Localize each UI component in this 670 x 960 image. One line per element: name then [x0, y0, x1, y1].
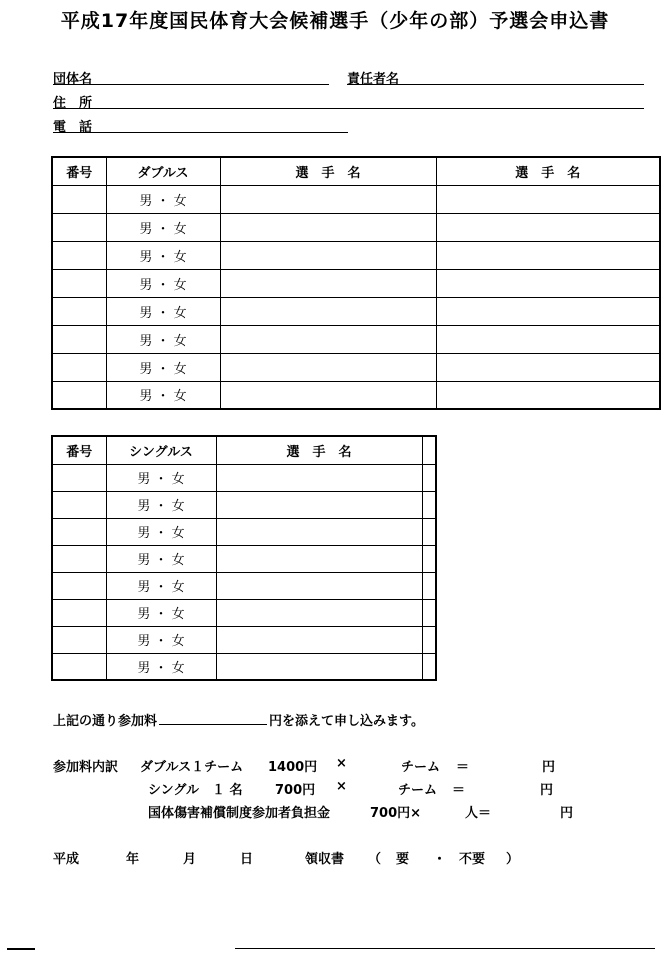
singles-times: × — [336, 779, 347, 794]
doubles-yen: 円 — [542, 760, 556, 775]
number-cell[interactable] — [52, 325, 106, 353]
blank-cell — [422, 518, 436, 545]
date-day: 日 — [240, 852, 254, 867]
blank-cell — [422, 626, 436, 653]
number-cell[interactable] — [52, 269, 106, 297]
receipt-need-option[interactable]: 要 — [396, 852, 410, 867]
number-cell[interactable] — [52, 653, 106, 680]
table-row — [52, 213, 660, 241]
number-cell[interactable] — [52, 518, 106, 545]
player-cell[interactable] — [436, 297, 660, 325]
player-cell[interactable] — [220, 213, 436, 241]
player-cell[interactable] — [436, 381, 660, 409]
doubles-header-row — [52, 157, 660, 185]
receipt-paren-close: ） — [506, 852, 520, 867]
singles-col-blank — [422, 436, 436, 464]
receipt-label: 領収書 — [305, 852, 345, 867]
player-cell[interactable] — [220, 325, 436, 353]
table-row — [52, 325, 660, 353]
table-row — [52, 545, 436, 572]
breakdown-label: 参加料内訳 — [53, 760, 119, 775]
gender-cell[interactable]: 男 ・ 女 — [106, 381, 220, 409]
doubles-col-doubles: ダブルス — [106, 157, 220, 185]
table-row — [52, 297, 660, 325]
insurance-price: 700円× — [370, 806, 422, 821]
representative-label: 責任者名 — [347, 72, 400, 87]
table-row — [52, 653, 436, 680]
gender-cell[interactable]: 男 ・ 女 — [106, 241, 220, 269]
table-row — [52, 464, 436, 491]
player-cell[interactable] — [216, 626, 422, 653]
table-row — [52, 269, 660, 297]
phone-label: 電 話 — [53, 120, 93, 135]
doubles-equals: ＝ — [456, 760, 470, 775]
group-name-field[interactable] — [53, 84, 329, 85]
number-cell[interactable] — [52, 297, 106, 325]
doubles-table — [51, 156, 661, 410]
insurance-label: 国体傷害補償制度参加者負担金 — [148, 806, 331, 821]
gender-cell[interactable]: 男 ・ 女 — [106, 518, 216, 545]
gender-cell[interactable]: 男 ・ 女 — [106, 325, 220, 353]
player-cell[interactable] — [220, 353, 436, 381]
player-cell[interactable] — [220, 381, 436, 409]
player-cell[interactable] — [216, 653, 422, 680]
table-row — [52, 381, 660, 409]
fee-prefix: 上記の通り参加料 — [53, 714, 158, 729]
gender-cell[interactable]: 男 ・ 女 — [106, 213, 220, 241]
number-cell[interactable] — [52, 599, 106, 626]
player-cell[interactable] — [220, 269, 436, 297]
singles-count: １ 名 — [212, 783, 243, 798]
player-cell[interactable] — [220, 185, 436, 213]
doubles-fee-price: 1400円 — [268, 760, 318, 775]
number-cell[interactable] — [52, 381, 106, 409]
gender-cell[interactable]: 男 ・ 女 — [106, 626, 216, 653]
player-cell[interactable] — [216, 491, 422, 518]
insurance-yen: 円 — [560, 806, 574, 821]
phone-field[interactable] — [53, 132, 348, 133]
page-title: 平成17年度国民体育大会候補選手（少年の部）予選会申込書 — [60, 10, 610, 32]
player-cell[interactable] — [436, 269, 660, 297]
player-cell[interactable] — [216, 545, 422, 572]
player-cell[interactable] — [436, 241, 660, 269]
doubles-fee-label: ダブルス１チーム — [140, 760, 244, 775]
blank-cell — [422, 653, 436, 680]
doubles-times: × — [336, 756, 347, 771]
gender-cell[interactable]: 男 ・ 女 — [106, 297, 220, 325]
singles-col-player: 選 手 名 — [216, 436, 422, 464]
singles-fee-label: シングル — [148, 783, 200, 798]
player-cell[interactable] — [216, 518, 422, 545]
player-cell[interactable] — [220, 241, 436, 269]
gender-cell[interactable]: 男 ・ 女 — [106, 185, 220, 213]
number-cell[interactable] — [52, 572, 106, 599]
number-cell[interactable] — [52, 185, 106, 213]
representative-field[interactable] — [347, 84, 644, 85]
singles-equals: ＝ — [452, 783, 466, 798]
fee-amount-field[interactable] — [159, 712, 267, 725]
address-label: 住 所 — [53, 96, 93, 111]
table-row — [52, 491, 436, 518]
player-cell[interactable] — [436, 325, 660, 353]
gender-cell[interactable]: 男 ・ 女 — [106, 572, 216, 599]
bottom-mark — [7, 948, 35, 950]
doubles-col-number: 番号 — [52, 157, 106, 185]
number-cell[interactable] — [52, 545, 106, 572]
blank-cell — [422, 572, 436, 599]
player-cell[interactable] — [216, 572, 422, 599]
table-row — [52, 599, 436, 626]
number-cell[interactable] — [52, 491, 106, 518]
singles-fee-price: 700円 — [275, 783, 316, 798]
receipt-separator: ・ — [433, 852, 447, 867]
singles-yen: 円 — [540, 783, 554, 798]
player-cell[interactable] — [220, 297, 436, 325]
number-cell[interactable] — [52, 213, 106, 241]
number-cell[interactable] — [52, 464, 106, 491]
gender-cell[interactable]: 男 ・ 女 — [106, 599, 216, 626]
singles-table — [51, 435, 437, 681]
player-cell[interactable] — [216, 599, 422, 626]
receipt-not-needed-option[interactable]: 不要 — [459, 852, 486, 867]
blank-cell — [422, 491, 436, 518]
table-row — [52, 626, 436, 653]
singles-team-label: チーム — [398, 783, 438, 798]
gender-cell[interactable]: 男 ・ 女 — [106, 269, 220, 297]
bottom-line — [235, 948, 655, 949]
blank-cell — [422, 464, 436, 491]
fee-suffix: 円を添えて申し込みます。 — [269, 714, 424, 729]
gender-cell[interactable]: 男 ・ 女 — [106, 545, 216, 572]
table-row — [52, 185, 660, 213]
insurance-person-label: 人＝ — [465, 806, 492, 821]
player-cell[interactable] — [216, 464, 422, 491]
group-name-label: 団体名 — [53, 72, 93, 87]
table-row — [52, 241, 660, 269]
number-cell[interactable] — [52, 626, 106, 653]
fee-statement — [53, 710, 424, 729]
doubles-col-player1: 選 手 名 — [220, 157, 436, 185]
gender-cell[interactable]: 男 ・ 女 — [106, 353, 220, 381]
table-row — [52, 518, 436, 545]
table-row — [52, 572, 436, 599]
gender-cell[interactable]: 男 ・ 女 — [106, 464, 216, 491]
number-cell[interactable] — [52, 241, 106, 269]
blank-cell — [422, 545, 436, 572]
address-field[interactable] — [53, 108, 644, 109]
table-row — [52, 353, 660, 381]
date-era: 平成 — [53, 852, 80, 867]
gender-cell[interactable]: 男 ・ 女 — [106, 653, 216, 680]
singles-col-singles: シングルス — [106, 436, 216, 464]
singles-header-row — [52, 436, 436, 464]
receipt-paren-open: （ — [368, 852, 382, 867]
player-cell[interactable] — [436, 353, 660, 381]
player-cell[interactable] — [436, 185, 660, 213]
doubles-team-label: チーム — [401, 760, 441, 775]
blank-cell — [422, 599, 436, 626]
number-cell[interactable] — [52, 353, 106, 381]
date-month: 月 — [183, 852, 197, 867]
date-year: 年 — [126, 852, 140, 867]
player-cell[interactable] — [436, 213, 660, 241]
doubles-col-player2: 選 手 名 — [436, 157, 660, 185]
gender-cell[interactable]: 男 ・ 女 — [106, 491, 216, 518]
singles-col-number: 番号 — [52, 436, 106, 464]
